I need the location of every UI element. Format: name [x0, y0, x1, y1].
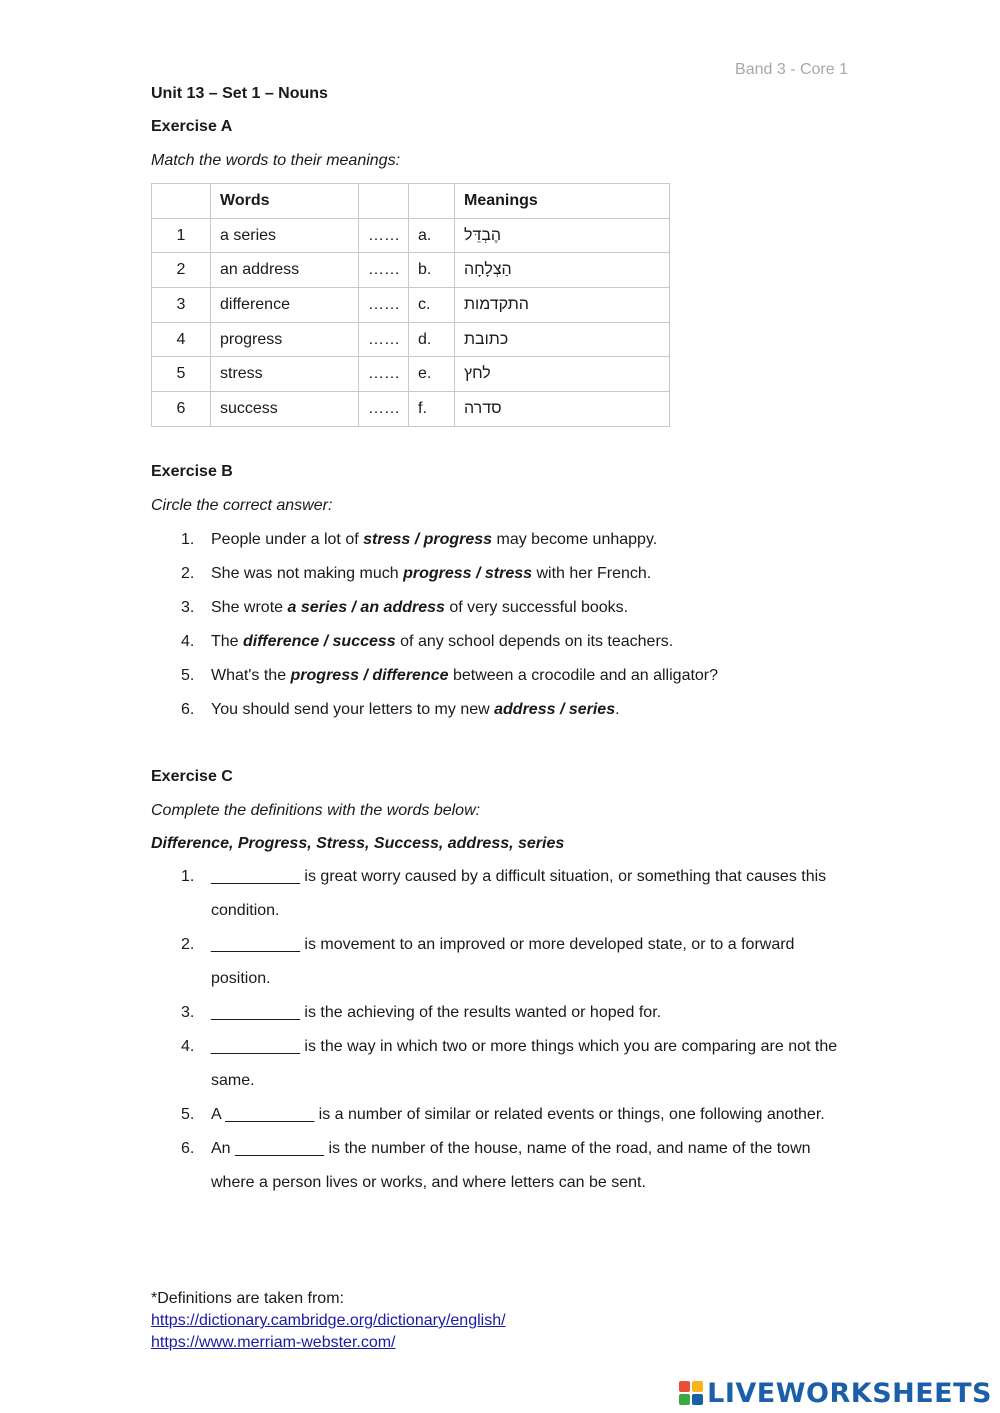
row-word: stress	[211, 357, 359, 392]
item-number: 6.	[181, 1140, 195, 1157]
row-num: 6	[152, 392, 211, 427]
item-text-after: may become unhappy.	[492, 531, 658, 548]
exercise-b-instruction: Circle the correct answer:	[151, 497, 333, 514]
list-item	[151, 860, 851, 928]
item-text-before: The	[211, 633, 244, 650]
matching-table	[151, 183, 670, 427]
row-letter: d.	[409, 322, 455, 357]
hebrew-meaning: סדרה	[464, 399, 502, 417]
header-letter-cell	[409, 184, 455, 219]
item-text-before: What's the	[211, 667, 291, 684]
table-header-row	[152, 184, 670, 219]
table-row	[152, 322, 670, 357]
row-letter: e.	[409, 357, 455, 392]
table-row	[152, 253, 670, 288]
header-meanings-cell: Meanings	[455, 184, 670, 219]
exercise-b-heading: Exercise B	[151, 463, 233, 480]
item-number: 5.	[181, 667, 195, 684]
item-number: 3.	[181, 1004, 195, 1021]
row-letter: a.	[409, 218, 455, 253]
row-meaning	[455, 357, 670, 392]
row-word: a series	[211, 218, 359, 253]
row-word: difference	[211, 288, 359, 323]
exercise-c-heading: Exercise C	[151, 768, 233, 785]
row-meaning	[455, 288, 670, 323]
list-item	[151, 1132, 851, 1200]
exercise-c-instruction: Complete the definitions with the words below:	[151, 802, 481, 819]
list-item	[151, 530, 851, 564]
item-number: 1.	[181, 868, 195, 885]
answer-choice[interactable]: difference / success	[243, 633, 396, 650]
list-item	[151, 564, 851, 598]
list-item	[151, 928, 851, 996]
merriam-webster-link[interactable]: https://www.merriam-webster.com/	[151, 1334, 396, 1351]
item-number: 6.	[181, 701, 195, 718]
item-text-after: .	[615, 701, 620, 718]
footnote	[151, 1288, 506, 1354]
cambridge-link[interactable]: https://dictionary.cambridge.org/dictionary/english/	[151, 1312, 506, 1329]
item-number: 3.	[181, 599, 195, 616]
brand-square	[679, 1381, 690, 1392]
list-item	[151, 632, 851, 666]
header-band-label: Band 3 - Core 1	[735, 61, 848, 78]
item-number: 4.	[181, 633, 195, 650]
header-words-cell: Words	[211, 184, 359, 219]
answer-choice[interactable]: progress / difference	[290, 667, 449, 684]
answer-blank[interactable]: ……	[359, 253, 409, 288]
row-word: progress	[211, 322, 359, 357]
table-row	[152, 392, 670, 427]
item-text-after: with her French.	[532, 565, 652, 582]
page-title: Unit 13 – Set 1 – Nouns	[151, 85, 328, 102]
definition-text[interactable]: __________ is great worry caused by a difficult situation, or something that causes this condition.	[211, 868, 827, 919]
list-item	[151, 1030, 851, 1098]
answer-choice[interactable]: stress / progress	[363, 531, 493, 548]
definition-text[interactable]: __________ is movement to an improved or more developed state, or to a forward position.	[211, 936, 795, 987]
answer-choice[interactable]: address / series	[494, 701, 616, 718]
row-meaning	[455, 218, 670, 253]
hebrew-meaning: הֶבְדֵּל	[464, 226, 502, 244]
brand-square	[692, 1381, 703, 1392]
answer-blank[interactable]: ……	[359, 322, 409, 357]
list-item	[151, 598, 851, 632]
header-num-cell	[152, 184, 211, 219]
list-item	[151, 1098, 851, 1132]
item-text-after: between a crocodile and an alligator?	[448, 667, 719, 684]
definition-text[interactable]: An __________ is the number of the house, name of the road, and name of the town where a person lives or works, and where letters can be sent.	[211, 1140, 811, 1191]
footnote-label: *Definitions are taken from:	[151, 1290, 344, 1307]
item-text-before: People under a lot of	[211, 531, 364, 548]
exercise-c-list	[151, 860, 851, 1200]
list-item	[151, 700, 851, 734]
word-bank: Difference, Progress, Stress, Success, address, series	[151, 835, 565, 852]
item-text-before: She wrote	[211, 599, 288, 616]
answer-blank[interactable]: ……	[359, 392, 409, 427]
row-num: 2	[152, 253, 211, 288]
table-row	[152, 218, 670, 253]
hebrew-meaning: הַצְלָחָה	[464, 261, 512, 279]
answer-choice[interactable]: a series / an address	[287, 599, 445, 616]
row-num: 1	[152, 218, 211, 253]
liveworksheets-logo	[679, 1377, 992, 1409]
item-text-before: She was not making much	[211, 565, 404, 582]
item-number: 5.	[181, 1106, 195, 1123]
answer-choice[interactable]: progress / stress	[403, 565, 533, 582]
exercise-b-list	[151, 530, 851, 734]
brand-text: LIVEWORKSHEETS	[707, 1377, 992, 1409]
row-letter: b.	[409, 253, 455, 288]
definition-text[interactable]: __________ is the achieving of the results wanted or hoped for.	[211, 1004, 662, 1021]
list-item	[151, 996, 851, 1030]
item-text-before: You should send your letters to my new	[211, 701, 495, 718]
brand-square	[692, 1394, 703, 1405]
brand-squares-icon	[679, 1381, 703, 1405]
definition-text[interactable]: A __________ is a number of similar or related events or things, one following another.	[211, 1106, 825, 1123]
exercise-a-heading: Exercise A	[151, 118, 233, 135]
list-item	[151, 666, 851, 700]
table-row	[152, 288, 670, 323]
row-meaning	[455, 392, 670, 427]
hebrew-meaning: התקדמות	[464, 295, 529, 313]
table-row	[152, 357, 670, 392]
hebrew-meaning: לחץ	[464, 365, 491, 383]
row-letter: f.	[409, 392, 455, 427]
answer-blank[interactable]: ……	[359, 357, 409, 392]
item-number: 2.	[181, 565, 195, 582]
row-meaning	[455, 322, 670, 357]
row-num: 3	[152, 288, 211, 323]
hebrew-meaning: כתובת	[464, 330, 509, 348]
item-number: 2.	[181, 936, 195, 953]
answer-blank[interactable]: ……	[359, 288, 409, 323]
exercise-a-instruction: Match the words to their meanings:	[151, 152, 401, 169]
row-word: an address	[211, 253, 359, 288]
row-word: success	[211, 392, 359, 427]
item-text-after: of any school depends on its teachers.	[395, 633, 674, 650]
header-blank-cell	[359, 184, 409, 219]
row-meaning	[455, 253, 670, 288]
row-num: 4	[152, 322, 211, 357]
answer-blank[interactable]: ……	[359, 218, 409, 253]
row-num: 5	[152, 357, 211, 392]
definition-text[interactable]: __________ is the way in which two or more things which you are comparing are not the same.	[211, 1038, 838, 1089]
item-number: 4.	[181, 1038, 195, 1055]
row-letter: c.	[409, 288, 455, 323]
item-text-after: of very successful books.	[444, 599, 629, 616]
brand-square	[679, 1394, 690, 1405]
item-number: 1.	[181, 531, 195, 548]
